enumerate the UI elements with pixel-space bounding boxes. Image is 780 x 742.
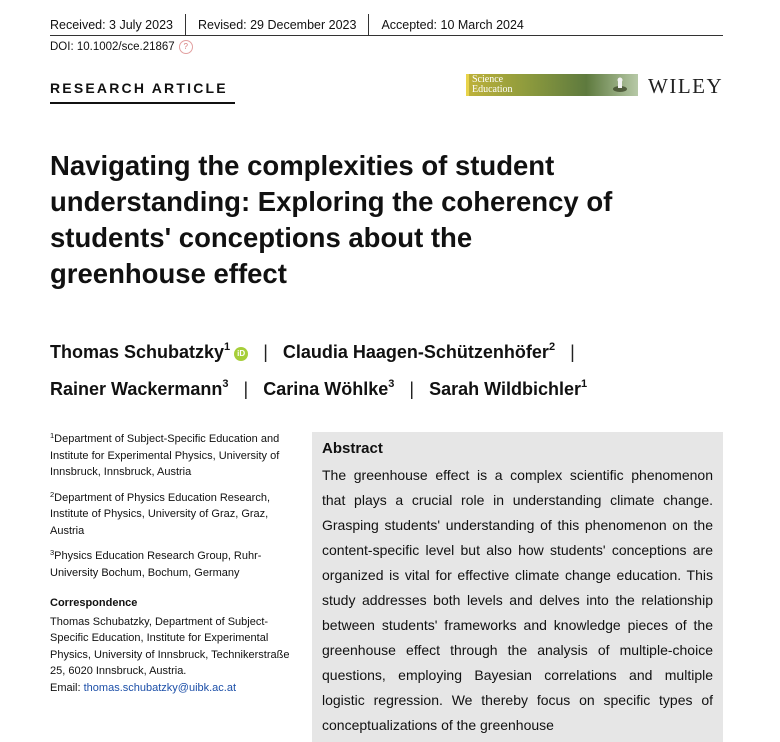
author-affiliation-mark: 3 — [222, 378, 229, 390]
logo-stripe — [466, 74, 469, 96]
author-affiliation-mark: 1 — [581, 378, 588, 390]
doi-text[interactable]: DOI: 10.1002/sce.21867 — [50, 41, 175, 53]
journal-name-line2: Education — [472, 84, 513, 95]
accepted-date: Accepted: 10 March 2024 — [368, 14, 535, 36]
crossmark-icon[interactable]: ? — [179, 40, 193, 54]
article-type: RESEARCH ARTICLE — [50, 80, 228, 96]
publisher-logo: WILEY — [648, 74, 724, 98]
correspondence-block — [50, 614, 300, 697]
abstract-text: The greenhouse effect is a complex scientific phenomenon that plays a crucial role in understanding climate change. Grasping students' understanding of this phenomenon on the content-specific level but also how students' conceptions are organized is vital for effective climate change education. This study addresses both levels and delves into the relationship between students' frameworks and knowledge pieces of the greenhouse effect through the analysis of multiple-choice questions, employing Bayesian correlations and multiple logistic regression. We thereby focus on specific types of conceptualizations of the greenhouse — [322, 467, 713, 733]
affiliation: $^2$Department of Physics Education Research, Institute of Physics, University of Graz, Graz, Austria — [50, 489, 270, 537]
doi-line[interactable] — [50, 40, 193, 54]
email-label: Email: — [50, 681, 81, 694]
article-type-underline — [50, 102, 235, 104]
author-name[interactable]: Claudia Haagen-Schützenhöfer — [282, 342, 549, 362]
journal-emblem-icon — [612, 77, 628, 93]
author-name[interactable]: Thomas Schubatzky — [50, 342, 225, 362]
author-name[interactable]: Carina Wöhlke — [263, 379, 389, 399]
header-divider — [50, 35, 723, 36]
received-date: Received: 3 July 2023 — [50, 18, 173, 32]
affiliations-column — [50, 428, 300, 696]
orcid-icon[interactable]: iD — [234, 347, 248, 361]
author-separator: | — [243, 379, 249, 399]
email-link[interactable]: thomas.schubatzky@uibk.ac.at — [83, 681, 237, 694]
author-affiliation-mark: 1 — [224, 341, 231, 353]
affiliation: $^1$Department of Subject-Specific Education and Institute for Experimental Physics, University of Innsbruck, Innsbruck, Austria — [50, 431, 280, 478]
correspondence-address: Thomas Schubatzky, Department of Subject-Specific Education, Institute for Experimental Physics, University of Innsbruck, Technikerstraße 25, 6020 Innsbruck, Austria. — [50, 615, 290, 677]
publication-dates — [50, 14, 536, 36]
journal-name-line1: Science — [472, 74, 504, 85]
journal-logo — [466, 74, 638, 96]
author-affiliation-mark: 3 — [388, 378, 395, 390]
affiliation: $^3$Physics Education Research Group, Ruhr-University Bochum, Bochum, Germany — [50, 548, 262, 579]
author-separator: | — [263, 342, 268, 362]
article-title: Navigating the complexities of student understanding: Exploring the coherency of students' conceptions about the greenhouse effect — [50, 150, 613, 289]
abstract-heading: Abstract — [322, 440, 383, 457]
author-separator: | — [409, 379, 415, 399]
author-name[interactable]: Sarah Wildbichler — [429, 379, 581, 399]
author-list — [50, 331, 740, 405]
revised-date: Revised: 29 December 2023 — [185, 14, 368, 36]
author-affiliation-mark: 2 — [548, 341, 556, 353]
correspondence-heading: Correspondence — [50, 597, 138, 609]
author-name[interactable]: Rainer Wackermann — [50, 379, 223, 399]
author-separator: | — [570, 342, 575, 362]
